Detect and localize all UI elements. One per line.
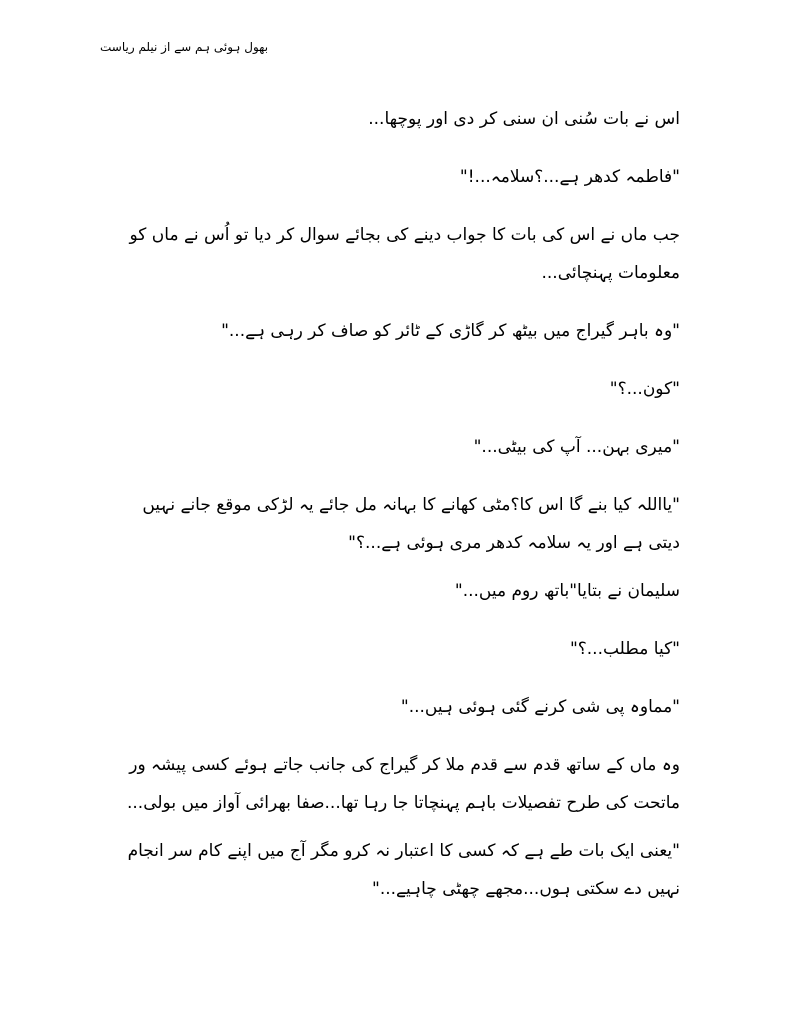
paragraph: جب ماں نے اس کی بات کا جواب دینے کی بجائے سوال کر دیا تو اُس نے ماں کو معلومات پہنچائی... [129,225,680,283]
paragraph: "کیا مطلب...؟" [569,639,680,659]
paragraph: "یعنی ایک بات طے ہے کہ کسی کا اعتبار نہ کرو مگر آج میں اپنے کام سر انجام نہیں دے سکتی ہوں...مجھے چھٹی چاہیے..." [127,841,680,899]
paragraph: "میری بہن... آپ کی بیٹی..." [473,437,680,457]
paragraph: "فاطمہ کدھر ہے...؟سلامہ...!" [459,167,680,187]
paragraph: "کون...؟" [609,379,680,399]
paragraph: وہ ماں کے ساتھ قدم سے قدم ملا کر گیراج کی جانب جاتے ہوئے کسی پیشہ ور ماتحت کی طرح تفصیلات باہم پہنچاتا جا رہا تھا...صفا بھرائی آواز میں بولی... [127,755,680,813]
story-body [120,100,680,918]
running-header: بھول ہوئی ہم سے از نیلم ریاست [100,40,269,54]
paragraph: اس نے بات سُنی ان سنی کر دی اور پوچھا... [368,109,680,129]
paragraph: "مماوہ پی شی کرنے گئی ہوئی ہیں..." [400,697,680,717]
paragraph: "یااللہ کیا بنے گا اس کا؟مٹی کھانے کا بہانہ مل جائے یہ لڑکی موقع جانے نہیں دیتی ہے اور یہ سلامہ کدھر مری ہوئی ہے...؟" [142,495,680,553]
paragraph: "وہ باہر گیراج میں بیٹھ کر گاڑی کے ٹائر کو صاف کر رہی ہے..." [221,321,680,341]
paragraph: سلیمان نے بتایا"باتھ روم میں..." [454,581,680,601]
